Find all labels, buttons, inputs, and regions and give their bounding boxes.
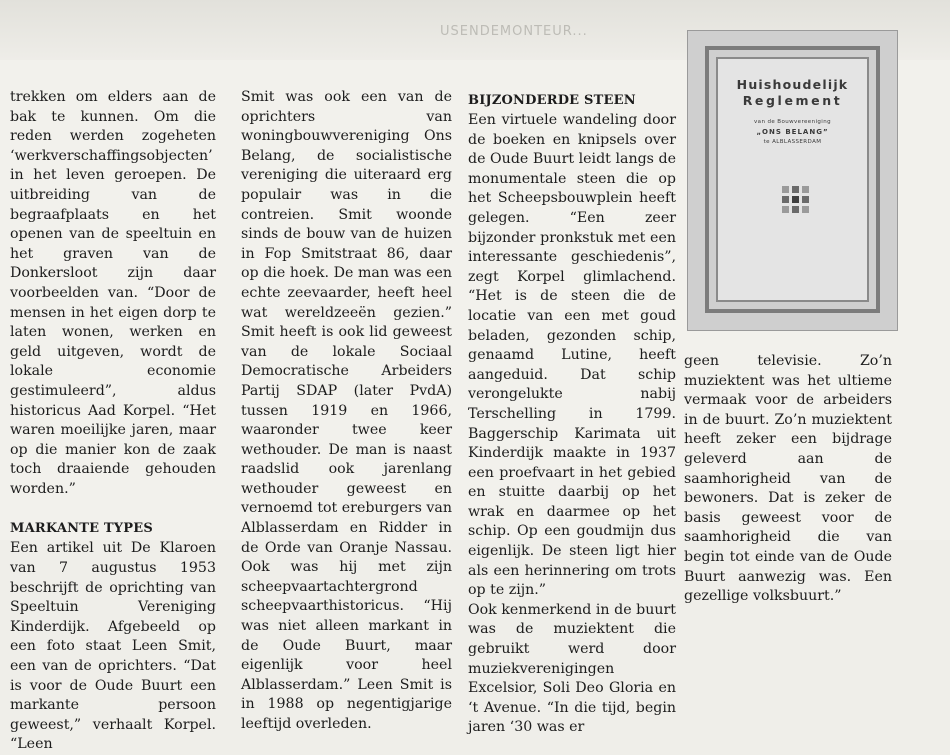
section-heading-markante-types: MARKANTE TYPES xyxy=(10,521,153,537)
article-column-1 xyxy=(10,88,216,755)
booklet-subtitle-line: van de Bouwvereeniging xyxy=(754,119,831,125)
booklet-subtitle-name: „ONS BELANG” xyxy=(756,128,829,136)
booklet-subtitle-line: te ALBLASSERDAM xyxy=(763,139,822,145)
ornament-icon xyxy=(782,186,809,213)
paragraph: Smit was ook een van de oprichters van woningbouwvereniging Ons Belang, de socialistische vereniging die uiteraard erg populair was in die contreien. Smit woonde sinds de bouw van de huizen in Fop Smitstraat 86, daar op die hoek. De man was een echte zeevaarder, heeft heel wat wereldzeeën gezien.” Smit heeft is ook lid geweest van de lokale Sociaal Democratische Arbeiders Partij SDAP (later PvdA) tussen 1919 en 1966, waaronder twee keer wethouder. De man is naast raadslid ook jarenlang wethouder geweest en vernoemd tot ereburgers van Alblasserdam en Ridder in de Orde van Oranje Nassau. Ook was hij met zijn scheepvaartachtergrond scheepvaarthistoricus. “Hij was niet alleen markant in de Oude Buurt, maar eigenlijk voor heel Alblasserdam.” Leen Smit is in 1988 op negentigjarige leeftijd overleden. xyxy=(241,89,453,732)
bleed-through-text: USENDEMONTEUR... xyxy=(440,24,588,39)
paragraph: Een artikel uit De Klaroen van 7 augustus 1953 beschrijft de oprichting van Speeltuin Vereniging Kinderdijk. Afgebeeld op een foto staat Leen Smit, een van de oprichters. “Dat is voor de Oude Buurt een markante persoon geweest,” verhaalt Korpel. “Leen xyxy=(10,540,216,753)
booklet-cover-photo xyxy=(687,30,898,331)
article-column-2 xyxy=(241,88,452,735)
booklet-title xyxy=(718,77,867,109)
booklet-title-line: Huishoudelijk xyxy=(736,77,849,92)
booklet-inner-panel xyxy=(716,57,869,302)
paragraph: geen televisie. Zo’n muziektent was het ultieme vermaak voor de arbeiders in de buurt. Zo’n muziektent heeft zeker een bijdrage geleverd aan de saamhorigheid van de bewoners. Dat is zeker de basis geweest voor de saamhorigheid die van begin tot einde van de Oude Buurt aanwezig was. Een gezellige volksbuurt.” xyxy=(684,353,892,605)
paragraph: trekken om elders aan de bak te kunnen. Om die reden werden zogeheten ‘werkverschaffingsobjecten’ in het leven geroepen. De uitbreiding van de begraafplaats en het openen van de speeltuin en het graven van de Donkersloot zijn daar voorbeelden van. “Door de mensen in het eigen dorp te laten wonen, werken en geld uitgeven, wordt de lokale economie gestimuleerd”, aldus historicus Aad Korpel. “Het waren moeilijke jaren, maar op die manier kon de zaak toch draaiende gehouden worden.” xyxy=(10,89,216,497)
paragraph: Ook kenmerkend in de buurt was de muziektent die gebruikt werd door muziekverenigingen Excelsior, Soli Deo Gloria en ‘t Avenue. “In die tijd, begin jaren ‘30 was er xyxy=(468,601,676,736)
paragraph: Een virtuele wandeling door de boeken en knipsels over de Oude Buurt leidt langs de monumentale steen die op het Scheepsbouwplein heeft gelegen. “Een zeer bijzonder pronkstuk met een interessante geschiedenis”, zegt Korpel glimlachend. “Het is de steen die de locatie van een met goud beladen, gezonden schip, genaamd Lutine, heeft aangeduid. Dat schip verongelukte nabij Terschelling in 1799. Baggerschip Karimata uit Kinderdijk maakte in 1937 een proefvaart in het gebied en stuitte daarbij op het wrak en daarmee op het schip. Op een goudmijn dus eigenlijk. De steen ligt hier als een herinnering om trots op te zijn.” xyxy=(468,112,676,599)
section-heading-bijzonderde-steen: BIJZONDERDE STEEN xyxy=(468,93,636,108)
article-column-3 xyxy=(468,91,676,738)
article-column-4 xyxy=(684,352,892,607)
booklet-title-line: Reglement xyxy=(742,93,843,108)
booklet-subtitle xyxy=(718,117,867,147)
booklet-border xyxy=(705,46,880,313)
